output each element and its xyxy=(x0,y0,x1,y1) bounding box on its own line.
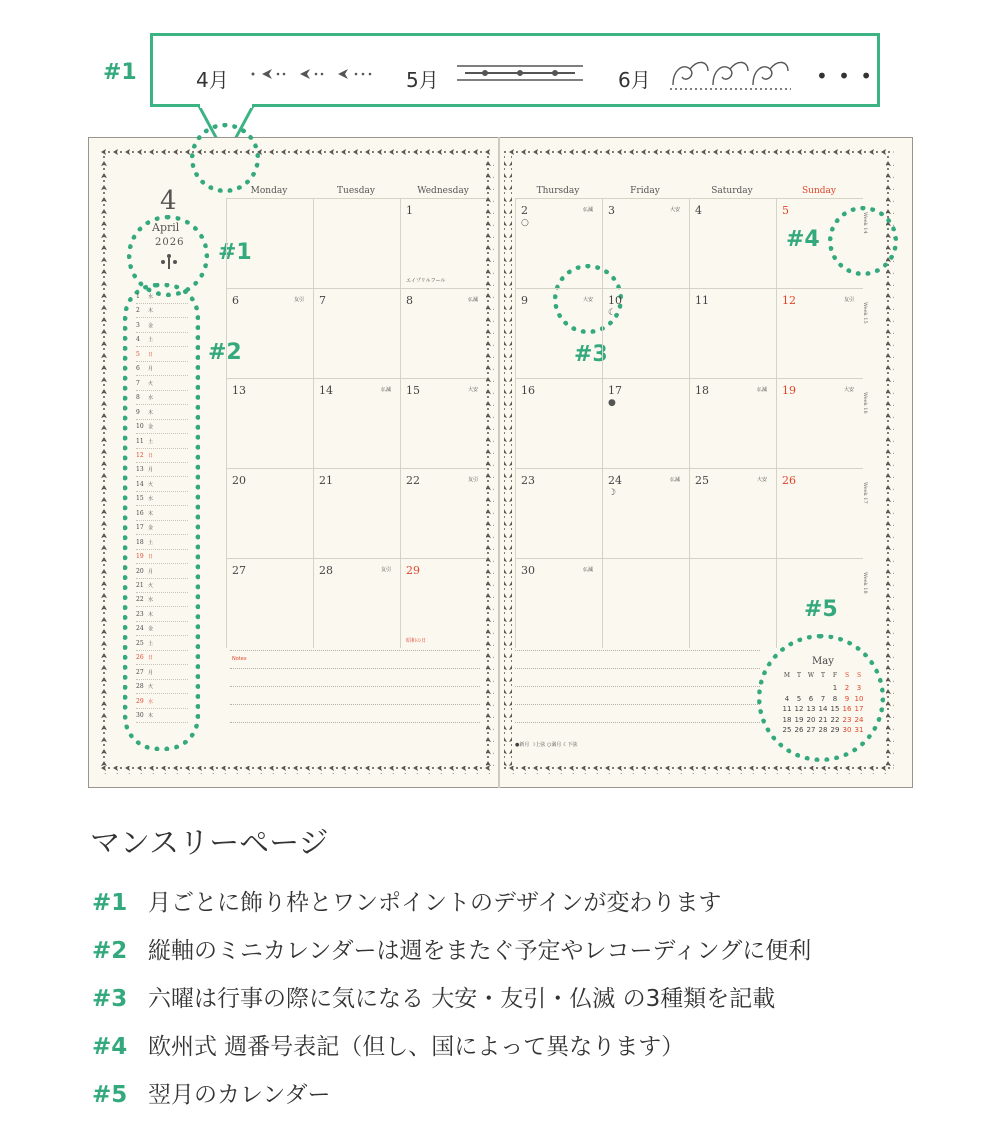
next-month-day: 2 xyxy=(844,684,850,692)
mini-calendar-row xyxy=(136,318,188,333)
mini-calendar-row xyxy=(136,636,188,651)
may-border-sample-icon xyxy=(455,63,585,83)
day-number: 11 xyxy=(695,294,709,307)
next-month-day: 22 xyxy=(830,715,840,724)
mini-calendar-day: 1 xyxy=(136,293,140,300)
day-number: 22 xyxy=(406,474,420,487)
notes-line xyxy=(515,650,760,651)
moon-phase-icon: ☽ xyxy=(608,488,617,498)
mini-calendar-day: 15 xyxy=(136,495,144,503)
mini-calendar-row xyxy=(136,592,188,607)
mini-calendar-day: 23 xyxy=(136,610,144,618)
day-number: 23 xyxy=(521,474,535,487)
mini-calendar-weekday: 金 xyxy=(148,525,154,532)
mini-calendar-day: 30 xyxy=(136,712,144,720)
feature-number: #4 xyxy=(92,1034,128,1060)
header-tuesday: Tuesday xyxy=(337,186,375,196)
mini-calendar-weekday: 木 xyxy=(148,510,154,517)
mini-calendar-row xyxy=(136,665,188,680)
feature-item xyxy=(92,1076,331,1109)
day-cell xyxy=(776,558,863,648)
day-number: 26 xyxy=(782,474,796,487)
week-label: Week 18 xyxy=(862,572,868,594)
rokuyo-label: 大安 xyxy=(757,477,768,483)
moon-phase-icon: ☾ xyxy=(608,308,617,318)
mini-calendar-weekday: 土 xyxy=(148,539,154,546)
day-number: 29 xyxy=(406,564,420,577)
day-number: 3 xyxy=(608,204,615,217)
mini-calendar-weekday: 水 xyxy=(148,496,154,503)
feature-item xyxy=(92,1028,684,1061)
mini-calendar-weekday: 金 xyxy=(148,424,154,431)
year: 2026 xyxy=(155,237,185,248)
feature-number: #3 xyxy=(92,986,128,1012)
callout-month-june: 6月 xyxy=(618,68,651,92)
next-month-day: 9 xyxy=(844,694,850,703)
mini-calendar-weekday: 木 xyxy=(148,308,154,315)
mini-calendar-day: 24 xyxy=(136,625,144,633)
mini-calendar-row xyxy=(136,462,188,477)
mini-calendar-day: 10 xyxy=(136,423,144,431)
mini-calendar-day: 9 xyxy=(136,408,140,416)
day-cell xyxy=(776,198,863,288)
next-month-day: 11 xyxy=(782,705,792,713)
next-month-day: 10 xyxy=(854,694,864,703)
day-number: 25 xyxy=(695,474,709,487)
mini-calendar-day: 2 xyxy=(136,307,140,315)
annotation-label-3: #3 xyxy=(574,342,608,367)
notes-line xyxy=(230,704,480,705)
header-friday: Friday xyxy=(630,186,660,196)
april-border-sample-icon xyxy=(250,67,375,81)
next-month-day: 20 xyxy=(806,715,816,724)
next-month-weekday: T xyxy=(820,672,825,679)
next-month-day: 16 xyxy=(842,705,852,713)
mini-calendar-row xyxy=(136,694,188,709)
mini-calendar-day: 27 xyxy=(136,668,144,676)
rokuyo-label: 仏滅 xyxy=(583,207,594,213)
mini-calendar-day: 21 xyxy=(136,582,144,589)
month-name: April xyxy=(152,221,180,234)
day-number: 17 xyxy=(608,384,622,397)
feature-item xyxy=(92,980,775,1013)
month-number: 4 xyxy=(160,186,177,216)
day-cell xyxy=(400,198,487,288)
mini-calendar-weekday: 金 xyxy=(148,626,154,633)
next-month-weekday: S xyxy=(844,672,850,679)
day-number: 6 xyxy=(232,294,239,307)
day-number: 21 xyxy=(319,474,333,487)
mini-calendar-weekday: 火 xyxy=(148,380,154,387)
mini-calendar-weekday: 木 xyxy=(148,611,154,618)
feature-text: 縦軸のミニカレンダーは週をまたぐ予定やレコーディングに便利 xyxy=(148,938,812,964)
header-thursday: Thursday xyxy=(536,186,580,196)
day-number: 9 xyxy=(521,294,528,307)
next-month-title: May xyxy=(812,656,834,667)
day-number: 8 xyxy=(406,294,413,307)
next-month-weekday: S xyxy=(856,672,862,679)
header-sunday: Sunday xyxy=(802,186,836,196)
feature-item xyxy=(92,884,721,917)
next-month-day: 25 xyxy=(782,726,792,734)
mini-calendar-row xyxy=(136,289,188,304)
day-number: 30 xyxy=(521,564,535,577)
mini-calendar-weekday: 木 xyxy=(148,409,154,416)
callout-ellipsis: • • • xyxy=(816,64,875,88)
mini-calendar-weekday: 月 xyxy=(148,366,154,373)
day-number: 1 xyxy=(406,204,413,217)
mini-calendar-row xyxy=(136,578,188,593)
next-month-day: 31 xyxy=(854,726,864,734)
feature-text: 月ごとに飾り枠とワンポイントのデザインが変わります xyxy=(148,890,722,916)
next-month-day: 21 xyxy=(818,715,828,724)
next-month-day: 6 xyxy=(808,694,814,703)
mini-calendar-weekday: 日 xyxy=(148,452,154,459)
mini-calendar-weekday: 月 xyxy=(148,669,154,676)
mini-calendar-weekday: 金 xyxy=(148,322,154,329)
next-month-day: 7 xyxy=(820,694,826,703)
caption-title: マンスリーページ xyxy=(90,826,329,861)
day-number: 27 xyxy=(232,564,246,577)
mini-calendar-row xyxy=(136,679,188,694)
mini-calendar-row xyxy=(136,448,188,463)
mini-calendar-day: 5 xyxy=(136,350,140,358)
mini-calendar-day: 20 xyxy=(136,567,144,575)
mini-calendar-row xyxy=(136,535,188,550)
mini-calendar-row xyxy=(136,303,188,318)
next-month-day: 13 xyxy=(806,705,816,713)
annotation-label-4: #4 xyxy=(786,227,820,252)
mini-calendar-day: 16 xyxy=(136,509,144,517)
notes-line xyxy=(230,668,480,669)
mini-calendar-weekday: 土 xyxy=(148,640,154,647)
header-saturday: Saturday xyxy=(711,186,753,196)
mini-calendar-weekday: 月 xyxy=(148,568,154,575)
mini-calendar-row xyxy=(136,434,188,449)
day-number: 20 xyxy=(232,474,246,487)
next-month-day: 18 xyxy=(782,715,792,724)
mini-calendar-day: 19 xyxy=(136,553,144,561)
rokuyo-label: 友引 xyxy=(844,297,855,303)
mini-calendar-row xyxy=(136,520,188,535)
mini-calendar-row xyxy=(136,477,188,492)
mini-calendar-day: 11 xyxy=(136,437,144,445)
event-label: 昭和の日 xyxy=(406,638,427,644)
week-label: Week 15 xyxy=(862,302,868,324)
day-number: 18 xyxy=(695,384,709,397)
day-number: 14 xyxy=(319,384,333,397)
next-month-day: 24 xyxy=(854,715,864,724)
week-label: Week 16 xyxy=(862,392,868,414)
annotation-label-1: #1 xyxy=(218,240,252,265)
notes-line xyxy=(515,722,760,723)
notes-line xyxy=(515,668,760,669)
rokuyo-label: 友引 xyxy=(294,297,305,303)
next-month-weekday: M xyxy=(783,672,791,679)
mini-calendar-day: 3 xyxy=(136,321,140,329)
next-month-day: 17 xyxy=(854,705,864,713)
mini-calendar-weekday: 水 xyxy=(148,294,154,300)
day-number: 12 xyxy=(782,294,796,307)
mini-calendar-weekday: 水 xyxy=(148,698,154,705)
notes-line xyxy=(230,722,480,723)
moon-phase-icon: ○ xyxy=(521,218,529,228)
mini-calendar-day: 8 xyxy=(136,394,140,402)
next-month-day: 30 xyxy=(842,726,852,734)
rokuyo-label: 仏滅 xyxy=(757,387,768,393)
mini-calendar-row xyxy=(136,361,188,376)
mini-calendar-day: 12 xyxy=(136,451,144,459)
mini-calendar-day: 18 xyxy=(136,538,144,546)
notes-line xyxy=(230,650,480,651)
mini-calendar-weekday: 水 xyxy=(148,395,154,402)
next-month-day: 5 xyxy=(796,694,802,703)
next-month-day: 19 xyxy=(794,715,804,724)
next-month-day: 15 xyxy=(830,705,840,713)
next-month-day: 12 xyxy=(794,705,804,713)
day-number: 28 xyxy=(319,564,333,577)
week-label: Week 17 xyxy=(862,482,868,504)
annotation-label-2: #2 xyxy=(208,340,242,365)
mini-calendar-row xyxy=(136,607,188,622)
next-month-day: 23 xyxy=(842,715,852,724)
next-month-day: 26 xyxy=(794,726,804,734)
mini-calendar-row xyxy=(136,506,188,521)
mini-calendar-row xyxy=(136,332,188,347)
rokuyo-label: 大安 xyxy=(670,207,681,213)
next-month-weekday: W xyxy=(807,672,815,679)
mini-calendar-row xyxy=(136,708,188,723)
mini-calendar-weekday: 火 xyxy=(148,583,154,589)
mini-calendar-day: 13 xyxy=(136,466,144,474)
mini-calendar-row xyxy=(136,390,188,405)
mini-calendar-row xyxy=(136,621,188,636)
rokuyo-label: 大安 xyxy=(583,297,594,303)
mini-calendar-row xyxy=(136,564,188,579)
rokuyo-label: 仏滅 xyxy=(583,567,594,573)
feature-text: 欧州式 週番号表記（但し、国によって異なります） xyxy=(148,1034,685,1060)
annotation-ring-1-top xyxy=(190,123,260,193)
mini-calendar-weekday: 木 xyxy=(148,713,154,720)
feature-number: #1 xyxy=(92,890,128,916)
feature-text: 六曜は行事の際に気になる 大安・友引・仏滅 の3種類を記載 xyxy=(148,986,776,1012)
callout-month-may: 5月 xyxy=(406,68,439,92)
rokuyo-label: 仏滅 xyxy=(468,297,479,303)
mini-calendar-weekday: 火 xyxy=(148,684,154,691)
moon-phase-legend: ●新月 ☽上弦 ○満月 ☾下弦 xyxy=(515,742,578,748)
next-month-day: 14 xyxy=(818,705,828,713)
day-number: 15 xyxy=(406,384,420,397)
mini-calendar-day: 28 xyxy=(136,683,144,691)
notes-line xyxy=(515,704,760,705)
mini-calendar-weekday: 月 xyxy=(148,467,154,474)
mini-calendar-day: 6 xyxy=(136,365,140,373)
mini-calendar-day: 29 xyxy=(136,697,144,705)
day-cell xyxy=(689,198,776,288)
day-cell xyxy=(313,288,400,378)
mini-calendar-day: 25 xyxy=(136,639,144,647)
rokuyo-label: 大安 xyxy=(468,387,479,393)
feature-text: 翌月のカレンダー xyxy=(148,1082,331,1108)
mini-calendar-row xyxy=(136,405,188,420)
next-month-day: 27 xyxy=(806,726,816,734)
mini-calendar-day: 17 xyxy=(136,524,144,532)
day-number: 24 xyxy=(608,474,622,487)
notes-line xyxy=(515,686,760,687)
mini-calendar-row xyxy=(136,491,188,506)
day-number: 16 xyxy=(521,384,535,397)
next-month-weekday: T xyxy=(796,672,801,679)
day-cell xyxy=(226,198,313,288)
day-number: 13 xyxy=(232,384,246,397)
mini-calendar-day: 22 xyxy=(136,596,144,604)
mini-calendar-weekday: 土 xyxy=(148,337,154,344)
callout-tag: #1 xyxy=(103,60,137,85)
header-wednesday: Wednesday xyxy=(417,186,469,196)
callout-month-april: 4月 xyxy=(196,68,229,92)
rokuyo-label: 仏滅 xyxy=(381,387,392,393)
day-cell xyxy=(602,558,689,648)
mini-calendar-weekday: 土 xyxy=(148,438,154,445)
june-border-sample-icon xyxy=(668,55,793,91)
day-cell xyxy=(313,198,400,288)
mini-calendar-day: 4 xyxy=(136,336,140,344)
day-number: 10 xyxy=(608,294,622,307)
week-label: Week 14 xyxy=(862,212,868,234)
mini-calendar-weekday: 水 xyxy=(148,597,154,604)
next-month-weekday: F xyxy=(832,672,838,679)
header-monday: Monday xyxy=(250,186,288,196)
mini-calendar-day: 26 xyxy=(136,654,144,662)
mini-calendar-row xyxy=(136,376,188,391)
rokuyo-label: 仏滅 xyxy=(670,477,681,483)
next-month-day: 29 xyxy=(830,726,840,734)
mini-calendar-weekday: 日 xyxy=(148,351,154,358)
mini-calendar-weekday: 火 xyxy=(148,481,154,488)
mini-calendar-row xyxy=(136,549,188,564)
rokuyo-label: 友引 xyxy=(468,477,479,483)
day-cell xyxy=(689,558,776,648)
feature-item xyxy=(92,932,811,965)
mini-calendar-row xyxy=(136,650,188,665)
mini-calendar-day: 7 xyxy=(136,379,140,387)
mini-calendar-weekday: 日 xyxy=(148,655,154,662)
event-label: エイプリルフール xyxy=(406,278,446,284)
next-month-day: 8 xyxy=(832,694,838,703)
moon-phase-icon: ● xyxy=(608,398,616,408)
feature-number: #2 xyxy=(92,938,128,964)
day-number: 5 xyxy=(782,204,789,217)
mini-calendar-weekday: 日 xyxy=(148,554,154,561)
notes-label: Notes xyxy=(232,656,247,662)
day-number: 4 xyxy=(695,204,702,217)
mini-calendar-row xyxy=(136,347,188,362)
mini-calendar-row xyxy=(136,419,188,434)
next-month-day: 1 xyxy=(832,684,838,692)
day-number: 7 xyxy=(319,294,326,307)
rokuyo-label: 友引 xyxy=(381,567,392,573)
feature-number: #5 xyxy=(92,1082,128,1108)
notes-line xyxy=(230,686,480,687)
day-number: 19 xyxy=(782,384,796,397)
day-number: 2 xyxy=(521,204,528,217)
next-month-day: 28 xyxy=(818,726,828,734)
mini-calendar-day: 14 xyxy=(136,480,144,488)
annotation-label-5: #5 xyxy=(804,597,838,622)
next-month-day: 3 xyxy=(856,684,862,692)
next-month-day: 4 xyxy=(784,694,790,703)
rokuyo-label: 大安 xyxy=(844,387,855,393)
